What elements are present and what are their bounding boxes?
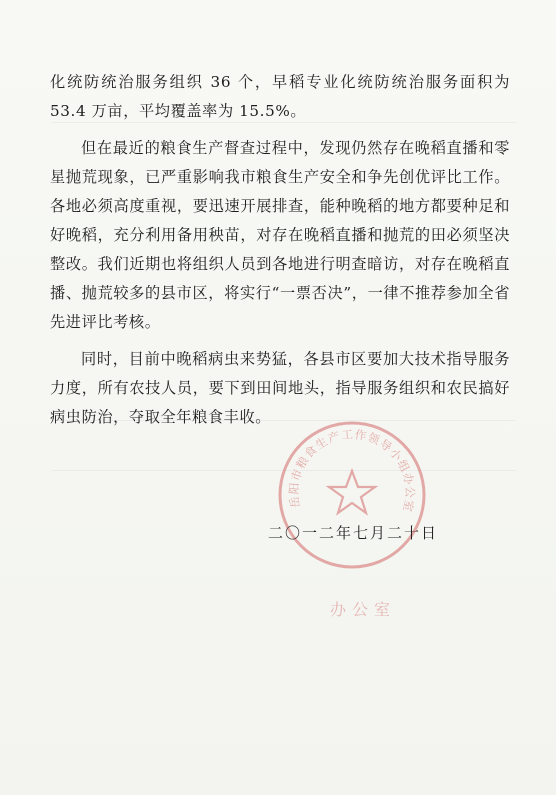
official-seal	[272, 415, 432, 575]
seal-arc-text: 岳阳市粮食生产工作领导小组办公室	[286, 427, 418, 515]
body-text	[50, 68, 510, 433]
seal-bottom-text: 办公室	[330, 600, 397, 619]
paragraph-pest-control: 同时，目前中晚稻病虫来势猛，各县市区要加大技术指导服务力度，所有农技人员，要下到田间地头，指导服务组织和农民搞好病虫防治，夺取全年粮食丰收。	[50, 350, 510, 426]
seal-star-icon	[329, 471, 375, 513]
document-date: 二〇一二年七月二十日	[268, 524, 439, 542]
paragraph-continuation: 化统防统治服务组织 36 个，早稻专业化统防统治服务面积为53.4 万亩，平均覆盖率为 15.5%。	[50, 73, 510, 120]
paragraph-inspection: 但在最近的粮食生产督查过程中，发现仍然存在晚稻直播和零星抛荒现象，已严重影响我市粮食生产安全和争先创优评比工作。各地必须高度重视，要迅速开展排查，能种晚稻的地方都要种足和好晚稻，充分利用备用秧苗，对存在晚稻直播和抛荒的田必须坚决整改。我们近期也将组织人员到各地进行明查暗访，对存在晚稻直播、抛荒较多的县市区，将实行“一票否决”，一律不推荐参加全省先进评比考核。	[50, 139, 510, 331]
